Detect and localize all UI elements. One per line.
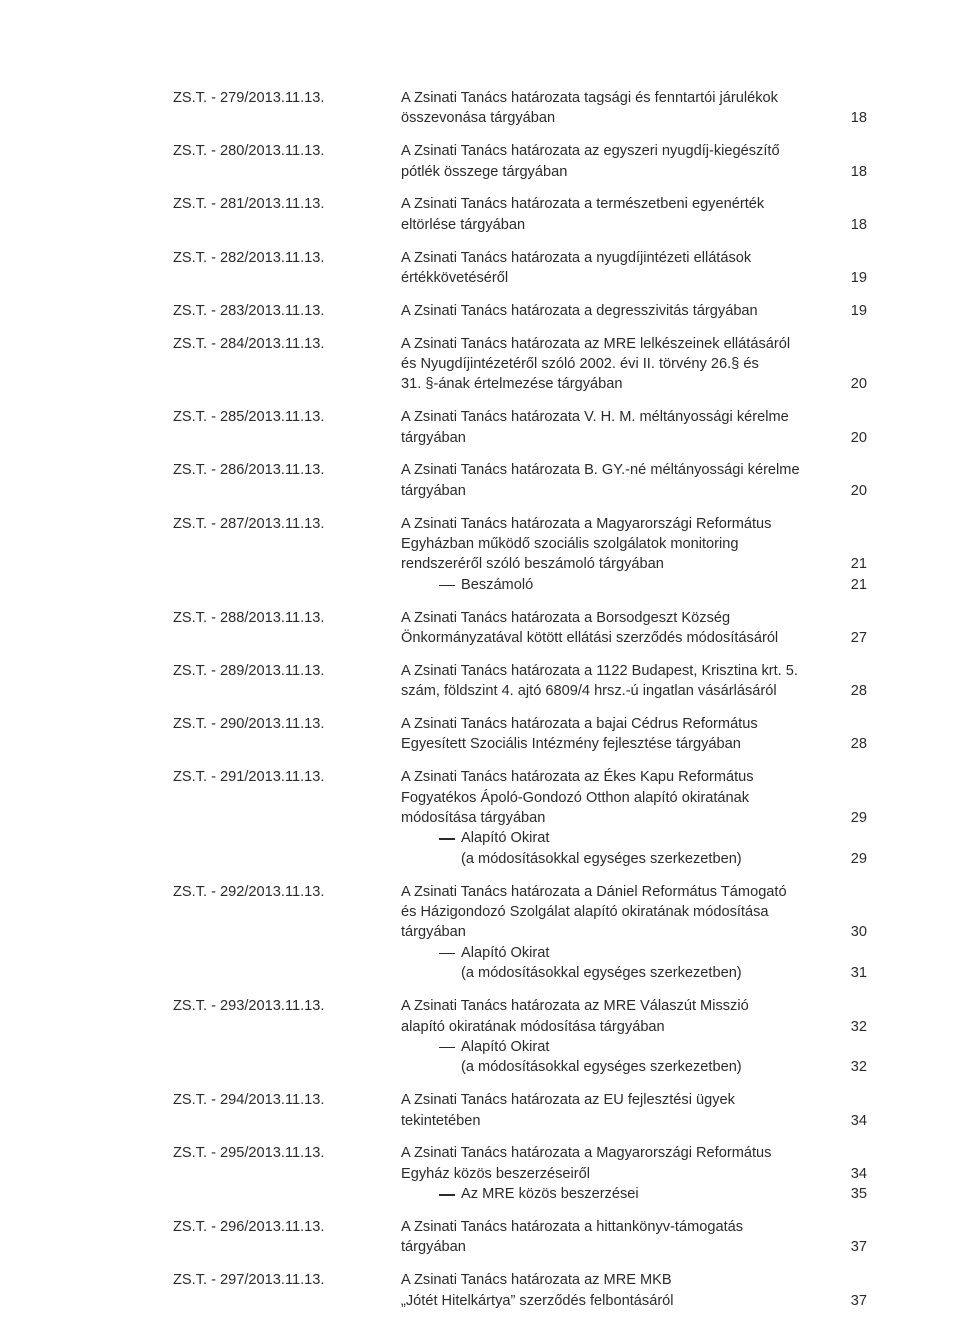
- description-line: [401, 661, 867, 681]
- description-line: [401, 1017, 867, 1037]
- line-text: tárgyában: [401, 482, 466, 499]
- line-text: A Zsinati Tanács határozata az MRE Válaszút Misszió: [401, 998, 749, 1015]
- toc-entry: [173, 1217, 867, 1258]
- description-line: [401, 882, 867, 902]
- description-line: [401, 554, 867, 574]
- entry-description: [401, 608, 867, 649]
- sub-item-line: [401, 849, 867, 869]
- toc-entry: [173, 334, 867, 395]
- line-text: (a módosításokkal egységes szerkezetben): [461, 965, 742, 982]
- page-number: 29: [850, 810, 867, 827]
- description-line: [401, 734, 867, 754]
- line-text: tárgyában: [401, 429, 466, 446]
- description-line: [401, 922, 867, 942]
- line-text: (a módosításokkal egységes szerkezetben): [461, 1059, 742, 1076]
- entry-description: [401, 88, 867, 129]
- entry-description: [401, 460, 867, 501]
- resolution-number: ZS.T. - 296/2013.11.13.: [173, 1218, 325, 1235]
- resolution-number: ZS.T. - 280/2013.11.13.: [173, 143, 325, 160]
- toc-entry: [173, 767, 867, 869]
- description-line: [401, 1164, 867, 1184]
- sub-item-line: [401, 963, 867, 983]
- toc-entry: [173, 882, 867, 984]
- toc-entry: [173, 1143, 867, 1204]
- entry-description: [401, 714, 867, 755]
- page-number: 21: [850, 556, 867, 573]
- toc-entry: [173, 248, 867, 289]
- description-line: [401, 88, 867, 108]
- line-text: 31. §-ának értelmezése tárgyában: [401, 376, 623, 393]
- page-number: 28: [850, 683, 867, 700]
- toc-entry: [173, 514, 867, 596]
- resolution-number: ZS.T. - 283/2013.11.13.: [173, 302, 325, 319]
- line-text: szám, földszint 4. ajtó 6809/4 hrsz.-ú ingatlan vásárlásáról: [401, 683, 777, 700]
- line-text: A Zsinati Tanács határozata az egyszeri nyugdíj-kiegészítő: [401, 143, 780, 160]
- line-text: tárgyában: [401, 1239, 466, 1256]
- description-line: [401, 108, 867, 128]
- line-text: Alapító Okirat: [461, 944, 550, 961]
- page-number: 20: [850, 376, 867, 393]
- page-number: 27: [850, 630, 867, 647]
- line-text: A Zsinati Tanács határozata az MRE MKB: [401, 1272, 672, 1289]
- page-number: 19: [850, 270, 867, 287]
- line-text: Alapító Okirat: [461, 830, 550, 847]
- page-number: 20: [850, 429, 867, 446]
- line-text: tekintetében: [401, 1112, 481, 1129]
- description-line: [401, 268, 867, 288]
- line-text: „Jótét Hitelkártya” szerződés felbontásáról: [401, 1292, 674, 1309]
- entry-description: [401, 248, 867, 289]
- line-text: Egyesített Szociális Intézmény fejlesztése tárgyában: [401, 736, 741, 753]
- resolution-number: ZS.T. - 292/2013.11.13.: [173, 883, 325, 900]
- description-line: [401, 534, 867, 554]
- toc-entry: [173, 714, 867, 755]
- toc-entry: [173, 1270, 867, 1311]
- description-line: [401, 1143, 867, 1163]
- description-line: [401, 374, 867, 394]
- description-line: [401, 194, 867, 214]
- line-text: Fogyatékos Ápoló-Gondozó Otthon alapító okiratának: [401, 789, 750, 806]
- line-text: A Zsinati Tanács határozata a bajai Cédrus Református: [401, 716, 758, 733]
- toc-entry: [173, 194, 867, 235]
- entry-description: [401, 1270, 867, 1311]
- line-text: A Zsinati Tanács határozata a degresszivitás tárgyában: [401, 302, 758, 319]
- entry-description: [401, 882, 867, 984]
- resolution-number: ZS.T. - 289/2013.11.13.: [173, 662, 325, 679]
- line-text: összevonása tárgyában: [401, 110, 556, 127]
- description-line: [401, 1217, 867, 1237]
- entry-description: [401, 767, 867, 869]
- entry-description: [401, 407, 867, 448]
- sub-item-line: [401, 943, 867, 963]
- line-text: A Zsinati Tanács határozata a Magyarországi Református: [401, 515, 772, 532]
- resolution-number: ZS.T. - 285/2013.11.13.: [173, 409, 325, 426]
- resolution-number: ZS.T. - 290/2013.11.13.: [173, 716, 325, 733]
- description-line: [401, 808, 867, 828]
- description-line: [401, 1111, 867, 1131]
- sub-item-line: [401, 828, 867, 848]
- entry-description: [401, 661, 867, 702]
- page-number: 32: [850, 1018, 867, 1035]
- description-line: [401, 1270, 867, 1290]
- description-line: [401, 248, 867, 268]
- page-number: 37: [850, 1292, 867, 1309]
- entry-description: [401, 194, 867, 235]
- resolution-number: ZS.T. - 295/2013.11.13.: [173, 1145, 325, 1162]
- page-number: 20: [850, 482, 867, 499]
- sub-item-line: [401, 1037, 867, 1057]
- description-line: [401, 767, 867, 787]
- entry-description: [401, 301, 867, 321]
- line-text: A Zsinati Tanács határozata az MRE lelkészeinek ellátásáról: [401, 335, 791, 352]
- description-line: [401, 301, 867, 321]
- description-line: [401, 354, 867, 374]
- resolution-number: ZS.T. - 286/2013.11.13.: [173, 462, 325, 479]
- toc-entry: [173, 88, 867, 129]
- page-number: 31: [850, 965, 867, 982]
- description-line: [401, 608, 867, 628]
- entry-description: [401, 996, 867, 1078]
- line-text: A Zsinati Tanács határozata a hittankönyv-támogatás: [401, 1218, 744, 1235]
- line-text: alapító okiratának módosítása tárgyában: [401, 1018, 665, 1035]
- dash-bullet-icon: [439, 838, 455, 840]
- line-text: A Zsinati Tanács határozata a Borsodgeszt Község: [401, 609, 731, 626]
- page-number: 34: [850, 1112, 867, 1129]
- description-line: [401, 334, 867, 354]
- resolution-number: ZS.T. - 293/2013.11.13.: [173, 998, 325, 1015]
- entry-description: [401, 1090, 867, 1131]
- resolution-number: ZS.T. - 288/2013.11.13.: [173, 609, 325, 626]
- toc-entry: [173, 141, 867, 182]
- description-line: [401, 1237, 867, 1257]
- description-line: [401, 481, 867, 501]
- toc-entry: [173, 608, 867, 649]
- page-number: 19: [850, 302, 867, 319]
- entry-description: [401, 1217, 867, 1258]
- line-text: A Zsinati Tanács határozata a Magyarországi Református: [401, 1145, 772, 1162]
- table-of-contents: [173, 88, 867, 1323]
- resolution-number: ZS.T. - 294/2013.11.13.: [173, 1092, 325, 1109]
- description-line: [401, 1291, 867, 1311]
- line-text: A Zsinati Tanács határozata V. H. M. méltányossági kérelme: [401, 409, 789, 426]
- sub-item-line: [401, 1057, 867, 1077]
- page-number: 30: [850, 924, 867, 941]
- description-line: [401, 902, 867, 922]
- page-number: 35: [850, 1186, 867, 1203]
- description-line: [401, 1090, 867, 1110]
- page-number: 21: [850, 576, 867, 593]
- page-number: 28: [850, 736, 867, 753]
- entry-description: [401, 514, 867, 596]
- entry-description: [401, 141, 867, 182]
- description-line: [401, 514, 867, 534]
- line-text: A Zsinati Tanács határozata tagsági és fenntartói járulékok: [401, 90, 778, 106]
- page-number: 18: [850, 110, 867, 127]
- description-line: [401, 996, 867, 1016]
- page-number: 37: [850, 1239, 867, 1256]
- line-text: módosítása tárgyában: [401, 810, 546, 827]
- resolution-number: ZS.T. - 291/2013.11.13.: [173, 769, 325, 786]
- dash-bullet-icon: [439, 1047, 455, 1049]
- description-line: [401, 215, 867, 235]
- resolution-number: ZS.T. - 297/2013.11.13.: [173, 1272, 325, 1289]
- entry-description: [401, 334, 867, 395]
- line-text: Beszámoló: [461, 576, 534, 593]
- line-text: Egyház közös beszerzéseiről: [401, 1165, 590, 1182]
- toc-entry: [173, 460, 867, 501]
- page-number: 34: [850, 1165, 867, 1182]
- sub-item-line: [401, 1184, 867, 1204]
- line-text: és Nyugdíjintézetéről szóló 2002. évi II. törvény 26.§ és: [401, 356, 759, 373]
- line-text: A Zsinati Tanács határozata az Ékes Kapu Református: [401, 769, 754, 786]
- line-text: A Zsinati Tanács határozata a Dániel Református Támogató: [401, 883, 787, 900]
- dash-bullet-icon: [439, 585, 455, 587]
- line-text: tárgyában: [401, 924, 466, 941]
- line-text: A Zsinati Tanács határozata a nyugdíjintézeti ellátások: [401, 249, 752, 266]
- description-line: [401, 714, 867, 734]
- dash-bullet-icon: [439, 953, 455, 955]
- line-text: Alapító Okirat: [461, 1038, 550, 1055]
- line-text: A Zsinati Tanács határozata a természetbeni egyenérték: [401, 196, 765, 213]
- page-number: 18: [850, 216, 867, 233]
- line-text: A Zsinati Tanács határozata az EU fejlesztési ügyek: [401, 1092, 735, 1109]
- line-text: Egyházban működő szociális szolgálatok monitoring: [401, 536, 739, 553]
- description-line: [401, 460, 867, 480]
- line-text: pótlék összege tárgyában: [401, 163, 568, 180]
- description-line: [401, 141, 867, 161]
- entry-description: [401, 1143, 867, 1204]
- toc-entry: [173, 301, 867, 321]
- description-line: [401, 788, 867, 808]
- line-text: értékkövetéséről: [401, 270, 509, 287]
- resolution-number: ZS.T. - 279/2013.11.13.: [173, 90, 325, 106]
- line-text: rendszeréről szóló beszámoló tárgyában: [401, 556, 664, 573]
- toc-entry: [173, 996, 867, 1078]
- toc-entry: [173, 1090, 867, 1131]
- description-line: [401, 162, 867, 182]
- line-text: Az MRE közös beszerzései: [461, 1186, 639, 1203]
- line-text: A Zsinati Tanács határozata B. GY.-né méltányossági kérelme: [401, 462, 800, 479]
- resolution-number: ZS.T. - 281/2013.11.13.: [173, 196, 325, 213]
- page-number: 18: [850, 163, 867, 180]
- line-text: A Zsinati Tanács határozata a 1122 Budapest, Krisztina krt. 5.: [401, 662, 798, 679]
- line-text: eltörlése tárgyában: [401, 216, 526, 233]
- resolution-number: ZS.T. - 284/2013.11.13.: [173, 335, 325, 352]
- resolution-number: ZS.T. - 282/2013.11.13.: [173, 249, 325, 266]
- page-number: 32: [850, 1059, 867, 1076]
- description-line: [401, 407, 867, 427]
- line-text: (a módosításokkal egységes szerkezetben): [461, 850, 742, 867]
- dash-bullet-icon: [439, 1194, 455, 1196]
- line-text: Önkormányzatával kötött ellátási szerződés módosításáról: [401, 630, 779, 647]
- toc-entry: [173, 407, 867, 448]
- resolution-number: ZS.T. - 287/2013.11.13.: [173, 515, 325, 532]
- line-text: és Házigondozó Szolgálat alapító okiratának módosítása: [401, 904, 769, 921]
- description-line: [401, 681, 867, 701]
- description-line: [401, 428, 867, 448]
- sub-item-line: [401, 575, 867, 595]
- toc-entry: [173, 661, 867, 702]
- page-number: 29: [850, 850, 867, 867]
- description-line: [401, 628, 867, 648]
